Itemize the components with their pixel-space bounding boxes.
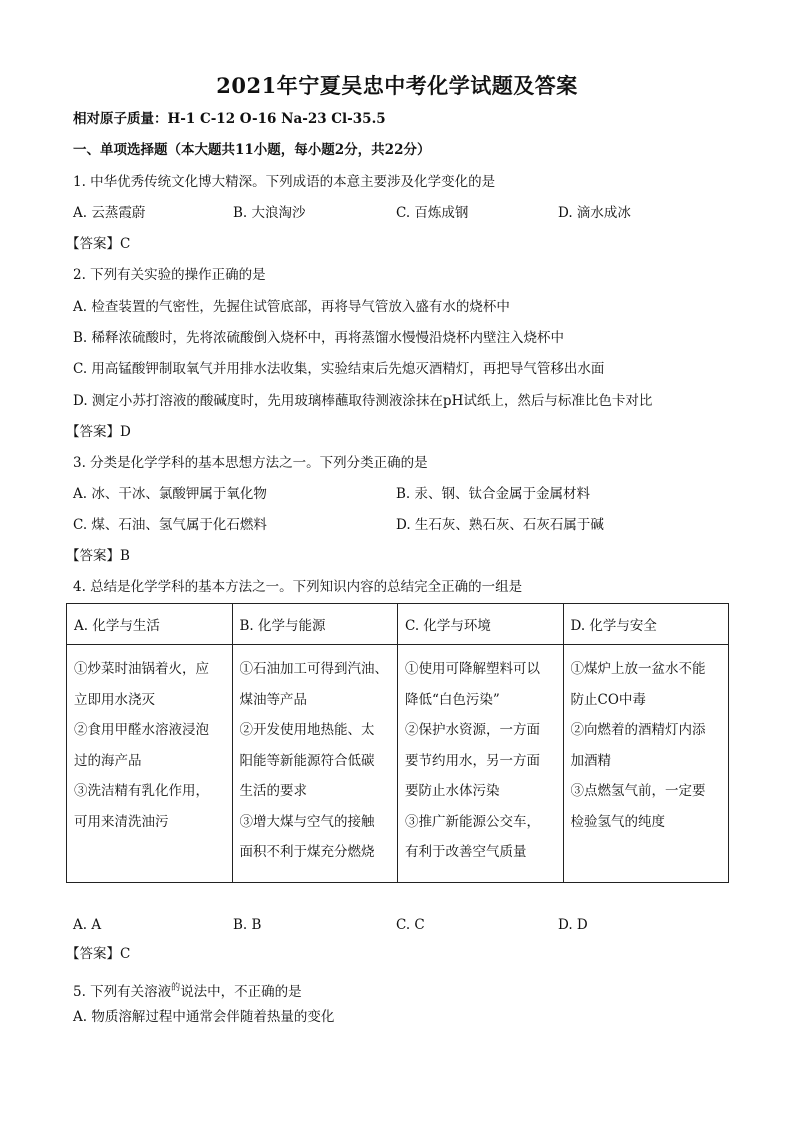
cell-line: 检验氢气的纯度 xyxy=(570,813,665,830)
cell-line: ③点燃氢气前，一定要 xyxy=(570,783,706,799)
q4-option-c: C. C xyxy=(396,917,425,933)
cell-line: 要节约用水，另一方面 xyxy=(405,752,540,769)
table-row xyxy=(67,645,729,883)
table-cell-environment xyxy=(398,645,564,883)
cell-line: 立即用水浇灭 xyxy=(74,691,155,708)
table-cell-energy xyxy=(232,645,398,883)
table-header-cell: C. 化学与环境 xyxy=(398,604,564,645)
q1-option-c: C. 百炼成钢 xyxy=(396,205,469,221)
cell-line: ②开发使用地热能、太 xyxy=(239,722,375,738)
cell-line: ③洗洁精有乳化作用， xyxy=(74,783,209,799)
cell-line: 过的海产品 xyxy=(74,752,142,769)
q3-option-c: C. 煤、石油、氢气属于化石燃料 xyxy=(73,517,267,533)
cell-line: ③增大煤与空气的接触 xyxy=(239,813,375,830)
cell-line: 加酒精 xyxy=(570,752,611,769)
cell-line: ①煤炉上放一盆水不能 xyxy=(570,661,706,677)
q5-stem xyxy=(73,979,302,1001)
table-cell-life xyxy=(67,645,233,883)
q4-stem: 4. 总结是化学学科的基本方法之一。下列知识内容的总结完全正确的一组是 xyxy=(73,579,523,595)
cell-line: 煤油等产品 xyxy=(239,691,307,708)
q4-option-b: B. B xyxy=(233,917,262,933)
cell-line: 降低“白色污染” xyxy=(405,691,500,708)
cell-line: ①炒菜时油锅着火，应 xyxy=(74,661,209,677)
cell-line: 生活的要求 xyxy=(239,783,307,799)
cell-line: 要防止水体污染 xyxy=(405,783,500,799)
q1-option-a: A. 云蒸霞蔚 xyxy=(73,205,146,221)
table-header-cell: A. 化学与生活 xyxy=(67,604,233,645)
q3-option-a: A. 冰、干冰、氯酸钾属于氧化物 xyxy=(73,486,267,502)
q3-option-b: B. 汞、钢、钛合金属于金属材料 xyxy=(396,486,591,502)
table-header-cell: D. 化学与安全 xyxy=(563,604,729,645)
cell-line: 阳能等新能源符合低碳 xyxy=(239,752,375,769)
q2-option-b: B. 稀释浓硫酸时，先将浓硫酸倒入烧杯中，再将蒸馏水慢慢沿烧杯内壁注入烧杯中 xyxy=(73,330,565,346)
cell-line: 防止CO中毒 xyxy=(570,691,646,708)
q4-summary-table xyxy=(66,603,729,883)
section-heading: 一、单项选择题（本大题共11小题，每小题2分，共22分） xyxy=(73,142,431,158)
table-header-cell: B. 化学与能源 xyxy=(232,604,398,645)
q5-stem-sup: 的 xyxy=(171,983,181,993)
q4-option-d: D. D xyxy=(558,917,588,933)
cell-line: ①石油加工可得到汽油、 xyxy=(239,661,388,677)
q4-answer: 【答案】C xyxy=(66,946,131,962)
q1-stem: 1. 中华优秀传统文化博大精深。下列成语的本意主要涉及化学变化的是 xyxy=(73,174,496,190)
q5-option-a: A. 物质溶解过程中通常会伴随着热量的变化 xyxy=(73,1009,335,1025)
cell-line: ②保护水资源，一方面 xyxy=(405,722,540,738)
q1-option-b: B. 大浪淘沙 xyxy=(233,205,306,221)
q5-stem-pre: 5. 下列有关溶液 xyxy=(73,984,172,1000)
q2-stem: 2. 下列有关实验的操作正确的是 xyxy=(73,267,266,283)
table-cell-safety xyxy=(563,645,729,883)
q2-option-c: C. 用高锰酸钾制取氧气并用排水法收集，实验结束后先熄灭酒精灯，再把导气管移出水面 xyxy=(73,361,605,377)
atomic-mass-line: 相对原子质量：H-1 C-12 O-16 Na-23 Cl-35.5 xyxy=(73,111,386,127)
cell-line: 面积不利于煤充分燃烧 xyxy=(239,844,375,860)
cell-line: ②向燃着的酒精灯内添 xyxy=(570,722,706,738)
cell-line: 有利于改善空气质量 xyxy=(405,844,527,860)
q2-option-d: D. 测定小苏打溶液的酸碱度时，先用玻璃棒蘸取待测液涂抹在pH试纸上，然后与标准比色卡对比 xyxy=(73,393,653,409)
q3-answer: 【答案】B xyxy=(66,548,130,564)
cell-line: 可用来清洗油污 xyxy=(74,813,169,830)
q1-answer: 【答案】C xyxy=(66,236,131,252)
q1-option-d: D. 滴水成冰 xyxy=(558,205,631,221)
q2-answer: 【答案】D xyxy=(66,424,131,440)
q3-stem: 3. 分类是化学学科的基本思想方法之一。下列分类正确的是 xyxy=(73,455,428,471)
cell-line: ②食用甲醛水溶液浸泡 xyxy=(74,722,209,738)
q3-option-d: D. 生石灰、熟石灰、石灰石属于碱 xyxy=(396,517,604,533)
page-title: 2021年宁夏吴忠中考化学试题及答案 xyxy=(216,73,578,98)
q4-option-a: A. A xyxy=(73,917,102,933)
cell-line: ③推广新能源公交车， xyxy=(405,813,540,830)
table-header-row xyxy=(67,604,729,645)
cell-line: ①使用可降解塑料可以 xyxy=(405,661,540,677)
q5-stem-post: 说法中，不正确的是 xyxy=(180,984,302,1000)
q2-option-a: A. 检查装置的气密性，先握住试管底部，再将导气管放入盛有水的烧杯中 xyxy=(73,299,510,315)
